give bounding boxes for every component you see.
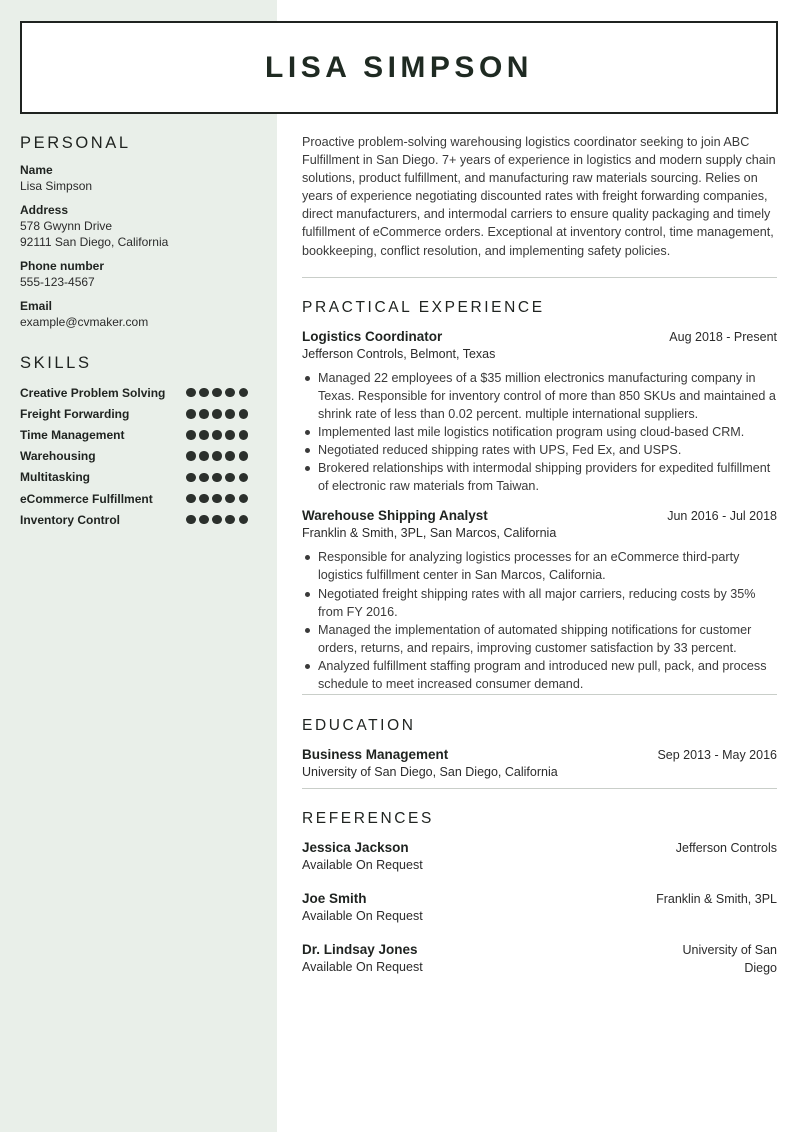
job-bullet: Managed 22 employees of a $35 million electronics manufacturing company in Texas. Responsible for inventory control of more than 850 SKUs and maintained a shrink rate of less than 0.02 percent. multiple international suppliers. xyxy=(302,369,777,423)
school-name: University of San Diego, San Diego, California xyxy=(302,765,558,780)
personal-field-phone xyxy=(20,258,260,290)
name-header-box xyxy=(20,21,778,114)
reference-name: Dr. Lindsay Jones xyxy=(302,942,418,958)
skill-dot xyxy=(186,451,196,461)
education-heading: EDUCATION xyxy=(302,717,416,735)
skill-dot xyxy=(239,388,249,398)
reference-org: University of San Diego xyxy=(682,943,777,976)
job-bullets xyxy=(302,369,777,496)
skill-rating xyxy=(186,388,248,398)
reference-org: Franklin & Smith, 3PL xyxy=(656,892,777,907)
reference-availability: Available On Request xyxy=(302,909,423,924)
skill-row xyxy=(20,488,260,509)
field-value: 578 Gwynn Drive xyxy=(20,219,113,233)
field-label: Email xyxy=(20,299,53,313)
skill-dot xyxy=(186,473,196,483)
skill-dot xyxy=(212,515,222,525)
education-date: Sep 2013 - May 2016 xyxy=(657,748,777,763)
skill-dot xyxy=(199,430,209,440)
skill-dot xyxy=(186,430,196,440)
skill-name: Inventory Control xyxy=(20,512,121,527)
skill-rating xyxy=(186,430,248,440)
skill-dot xyxy=(225,409,235,419)
reference-entry xyxy=(302,890,777,925)
job-bullet: Analyzed fulfillment staffing program and introduced new pull, pack, and process schedule to meet increased consumer demand. xyxy=(302,657,777,693)
field-value: example@cvmaker.com xyxy=(20,315,149,329)
job-bullets xyxy=(302,548,777,693)
job-company: Jefferson Controls, Belmont, Texas xyxy=(302,346,496,361)
reference-availability: Available On Request xyxy=(302,960,423,975)
skills-heading: SKILLS xyxy=(20,354,92,372)
job-bullet: Implemented last mile logistics notification program using cloud-based CRM. xyxy=(302,423,777,441)
skill-name: Multitasking xyxy=(20,470,91,485)
job-entry xyxy=(302,507,777,693)
job-date: Aug 2018 - Present xyxy=(669,329,777,344)
section-divider xyxy=(302,277,777,278)
skill-dot xyxy=(212,494,222,504)
skill-dot xyxy=(212,451,222,461)
skill-row xyxy=(20,382,260,403)
job-bullet: Managed the implementation of automated shipping notifications for customer orders, returns, and repairs, improving customer satisfaction by 33 percent. xyxy=(302,621,777,657)
personal-field-name xyxy=(20,162,260,194)
personal-field-email xyxy=(20,298,260,330)
skill-rating xyxy=(186,409,248,419)
skill-dot xyxy=(212,473,222,483)
skill-name: Freight Forwarding xyxy=(20,406,130,421)
skill-dot xyxy=(239,430,249,440)
job-title: Logistics Coordinator xyxy=(302,328,443,344)
skill-dot xyxy=(212,430,222,440)
job-bullet: Brokered relationships with intermodal shipping providers for expedited fulfillment of electronic raw materials from Taiwan. xyxy=(302,459,777,495)
personal-field-address xyxy=(20,202,260,250)
skill-name: eCommerce Fulfillment xyxy=(20,491,153,506)
field-label: Address xyxy=(20,203,69,217)
skill-dot xyxy=(239,451,249,461)
education-entry xyxy=(302,746,777,781)
skill-row xyxy=(20,467,260,488)
profile-summary: Proactive problem-solving warehousing logistics coordinator seeking to join ABC Fulfillment in San Diego. 7+ years of experience in logistics and modern supply chain solutions, product fulfillment, and manufacturing raw materials sourcing. Relies on years of experience negotiating discounted rates with freight forwarding companies, direct manufacturers, and intermodal carriers to ensure quality packaging and timely fulfillment of eCommerce orders. Exceptional at inventory control, time management, bookkeeping, conflict resolution, and implementing safety policies. xyxy=(302,135,776,258)
skill-row xyxy=(20,509,260,530)
experience-heading: PRACTICAL EXPERIENCE xyxy=(302,298,545,316)
reference-entry xyxy=(302,839,777,874)
degree-title: Business Management xyxy=(302,747,449,763)
job-bullet: Responsible for analyzing logistics processes for an eCommerce third-party logistics fulfillment center in San Marcos, California. xyxy=(302,548,777,584)
field-label: Name xyxy=(20,163,53,177)
field-value: Lisa Simpson xyxy=(20,179,93,193)
field-value: 92111 San Diego, California xyxy=(20,235,169,249)
skill-dot xyxy=(239,473,249,483)
skill-dot xyxy=(186,388,196,398)
job-bullet: Negotiated reduced shipping rates with UPS, Fed Ex, and USPS. xyxy=(302,441,777,459)
skill-name: Warehousing xyxy=(20,449,96,464)
reference-name: Jessica Jackson xyxy=(302,840,409,856)
skill-rating xyxy=(186,515,248,525)
skill-dot xyxy=(225,473,235,483)
skill-dot xyxy=(199,515,209,525)
skill-dot xyxy=(199,388,209,398)
job-company: Franklin & Smith, 3PL, San Marcos, California xyxy=(302,526,557,541)
skill-dot xyxy=(225,494,235,504)
skill-dot xyxy=(225,515,235,525)
skill-name: Time Management xyxy=(20,427,125,442)
skill-dot xyxy=(199,409,209,419)
skill-row xyxy=(20,424,260,445)
candidate-name: LISA SIMPSON xyxy=(265,50,533,84)
section-divider xyxy=(302,788,777,789)
skill-rating xyxy=(186,473,248,483)
job-entry xyxy=(302,328,777,496)
skill-row xyxy=(20,446,260,467)
skill-name: Creative Problem Solving xyxy=(20,385,166,400)
references-heading: REFERENCES xyxy=(302,810,434,828)
reference-availability: Available On Request xyxy=(302,858,423,873)
reference-entry xyxy=(302,941,777,977)
skill-dot xyxy=(186,515,196,525)
skill-dot xyxy=(225,451,235,461)
main-column xyxy=(302,133,777,977)
field-value: 555-123-4567 xyxy=(20,275,95,289)
skill-row xyxy=(20,403,260,424)
section-divider xyxy=(302,694,777,695)
skill-dot xyxy=(239,515,249,525)
skill-dot xyxy=(212,409,222,419)
skill-dot xyxy=(225,388,235,398)
skill-dot xyxy=(186,494,196,504)
skills-list xyxy=(20,382,260,530)
skill-dot xyxy=(225,430,235,440)
skill-dot xyxy=(186,409,196,419)
skill-dot xyxy=(199,494,209,504)
job-title: Warehouse Shipping Analyst xyxy=(302,508,488,524)
skill-rating xyxy=(186,451,248,461)
skill-dot xyxy=(239,409,249,419)
job-date: Jun 2016 - Jul 2018 xyxy=(667,509,777,524)
sidebar xyxy=(20,132,260,530)
personal-heading: PERSONAL xyxy=(20,134,131,152)
reference-name: Joe Smith xyxy=(302,891,367,907)
field-label: Phone number xyxy=(20,259,105,273)
skill-dot xyxy=(212,388,222,398)
job-bullet: Negotiated freight shipping rates with all major carriers, reducing costs by 35% from FY 2016. xyxy=(302,585,777,621)
reference-org: Jefferson Controls xyxy=(675,841,777,856)
skill-dot xyxy=(199,473,209,483)
skill-dot xyxy=(239,494,249,504)
skill-rating xyxy=(186,494,248,504)
skill-dot xyxy=(199,451,209,461)
